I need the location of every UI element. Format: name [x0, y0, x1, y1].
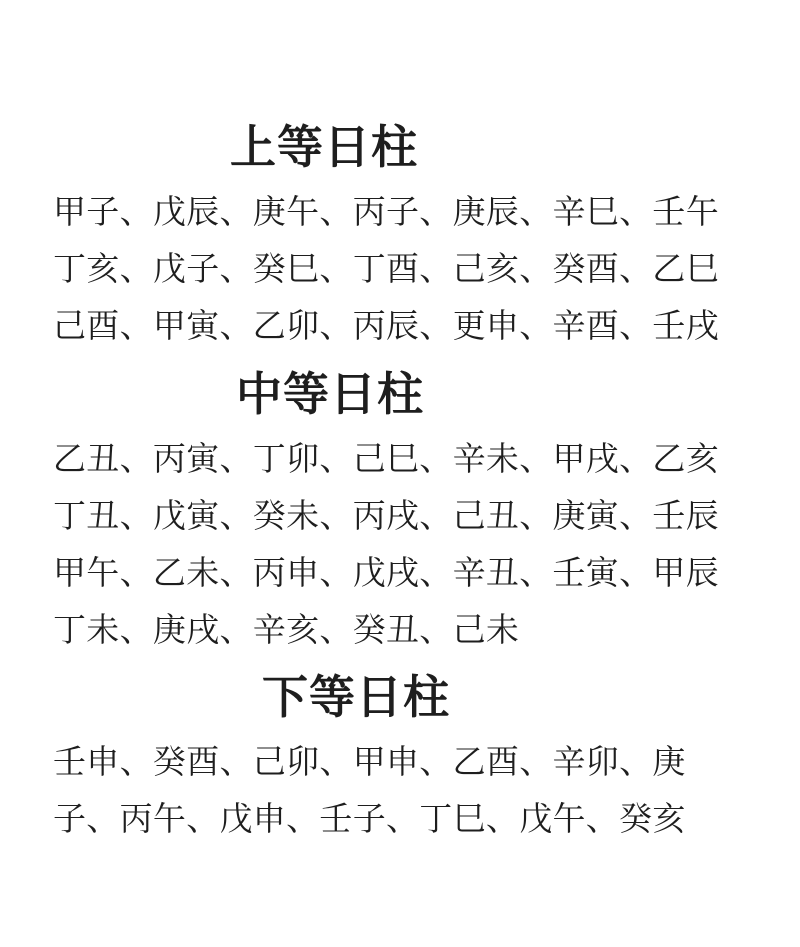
top-pillars-line-2: 丁亥、戊子、癸巳、丁酉、己亥、癸酉、乙巳 [53, 249, 719, 288]
section-title-low: 下等日柱 [262, 670, 450, 724]
middle-pillars-line-1: 乙丑、丙寅、丁卯、己巳、辛未、甲戌、乙亥 [53, 439, 719, 478]
middle-pillars-line-2: 丁丑、戊寅、癸未、丙戌、己丑、庚寅、壬辰 [53, 496, 719, 535]
top-pillars-line-1: 甲子、戊辰、庚午、丙子、庚辰、辛巳、壬午 [53, 192, 719, 231]
top-pillars-line-3: 己酉、甲寅、乙卯、丙辰、更申、辛酉、壬戌 [53, 306, 719, 345]
section-title-middle: 中等日柱 [236, 367, 424, 421]
middle-pillars-line-4: 丁未、庚戌、辛亥、癸丑、己未 [53, 610, 520, 649]
low-pillars-line-1: 壬申、癸酉、己卯、甲申、乙酉、辛卯、庚 [53, 742, 686, 781]
low-pillars-line-2: 子、丙午、戊申、壬子、丁巳、戊午、癸亥 [53, 799, 686, 838]
middle-pillars-line-3: 甲午、乙未、丙申、戊戌、辛丑、壬寅、甲辰 [53, 553, 719, 592]
section-title-top: 上等日柱 [230, 120, 418, 174]
